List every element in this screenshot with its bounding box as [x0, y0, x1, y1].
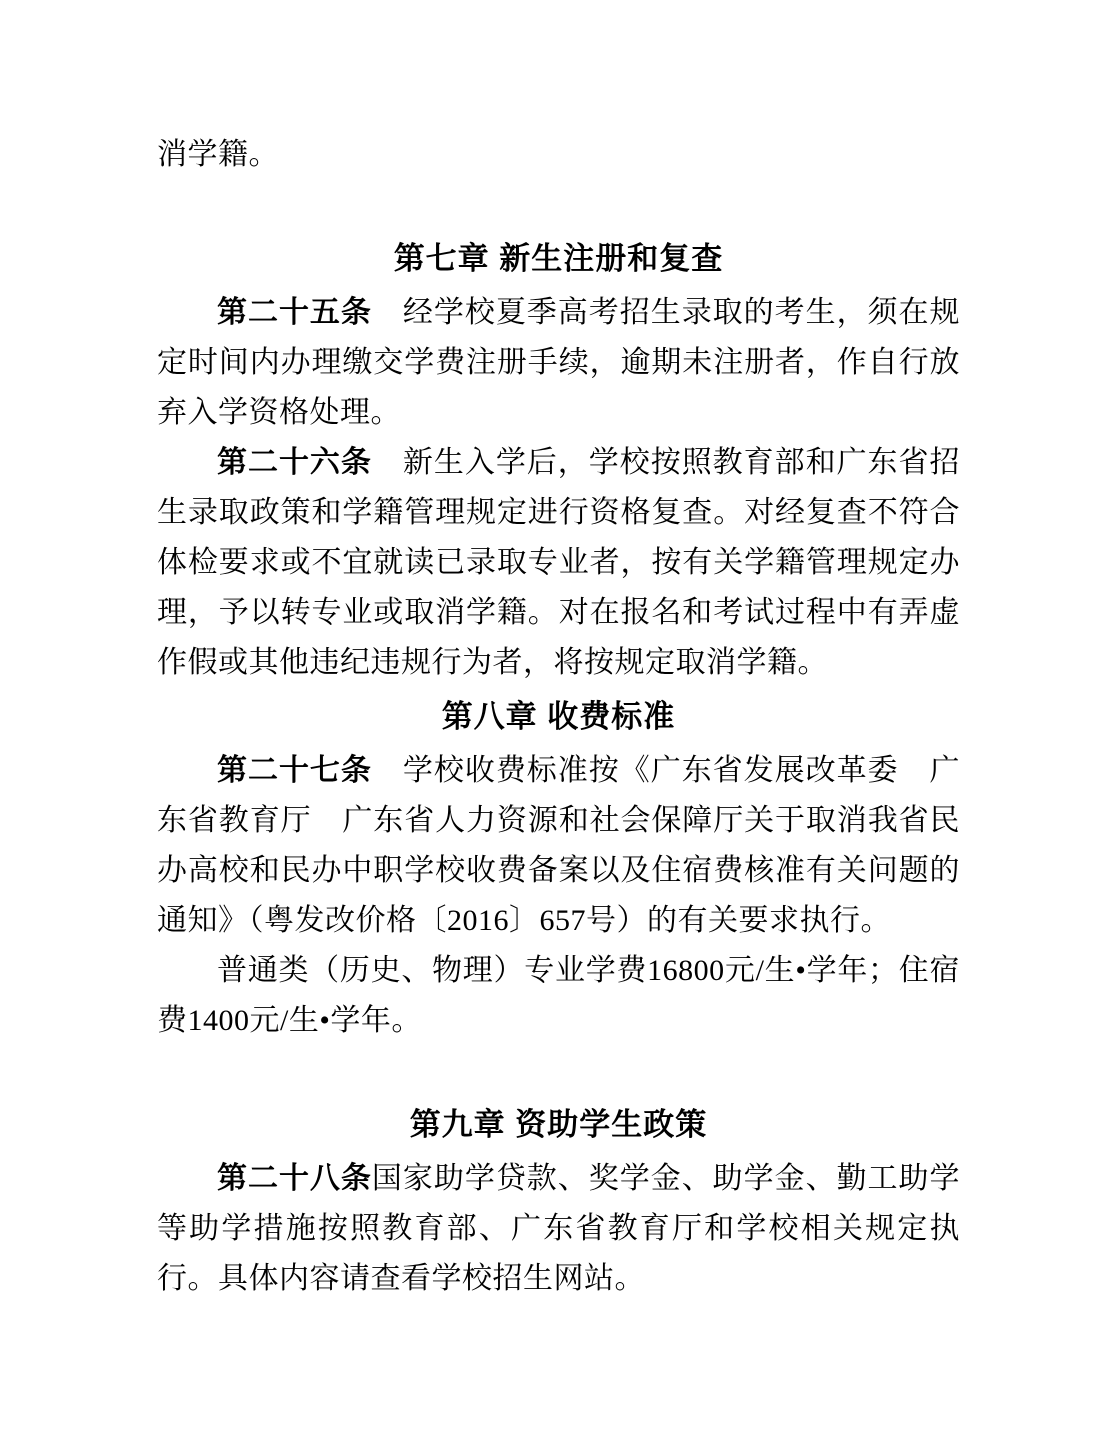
article-26-text: 新生入学后，学校按照教育部和广东省招生录取政策和学籍管理规定进行资格复查。对经复查不符合体检要求或不宜就读已录取专业者，按有关学籍管理规定办理，予以转专业或取消学籍。对在报名和考试过程中有弄虚作假或其他违纪违规行为者，将按规定取消学籍。	[157, 446, 961, 679]
article-26-paragraph	[157, 438, 960, 688]
chapter-7-heading: 第七章 新生注册和复查	[393, 241, 724, 276]
fees-paragraph	[157, 946, 960, 1046]
article-25-paragraph	[157, 288, 960, 438]
continuation-paragraph	[157, 130, 960, 180]
article-27-text: 学校收费标准按《广东省发展改革委 广东省教育厅 广东省人力资源和社会保障厅关于取消我省民办高校和民办中职学校收费备案以及住宿费核准有关问题的通知》（粤发改价格〔2016〕657号）的有关要求执行。	[157, 754, 961, 937]
article-27-number: 第二十七条	[217, 754, 372, 787]
blank-line	[157, 180, 960, 230]
chapter-8-heading: 第八章 收费标准	[441, 699, 676, 734]
article-27-paragraph	[157, 746, 960, 946]
fees-text: 普通类（历史、物理）专业学费16800元/生•学年；住宿费1400元/生•学年。	[157, 954, 960, 1037]
continuation-text: 消学籍。	[157, 138, 279, 171]
article-25-text: 经学校夏季高考招生录取的考生，须在规定时间内办理缴交学费注册手续，逾期未注册者，作自行放弃入学资格处理。	[157, 296, 961, 429]
article-28-text: 国家助学贷款、奖学金、助学金、勤工助学等助学措施按照教育部、广东省教育厅和学校相关规定执行。具体内容请查看学校招生网站。	[157, 1162, 961, 1295]
document-content	[157, 130, 960, 1304]
blank-line	[157, 1046, 960, 1096]
article-25-number: 第二十五条	[217, 296, 372, 329]
article-28-number: 第二十八条	[217, 1162, 372, 1195]
article-28-paragraph	[157, 1154, 960, 1304]
article-26-number: 第二十六条	[217, 446, 372, 479]
chapter-9-heading: 第九章 资助学生政策	[409, 1107, 708, 1142]
